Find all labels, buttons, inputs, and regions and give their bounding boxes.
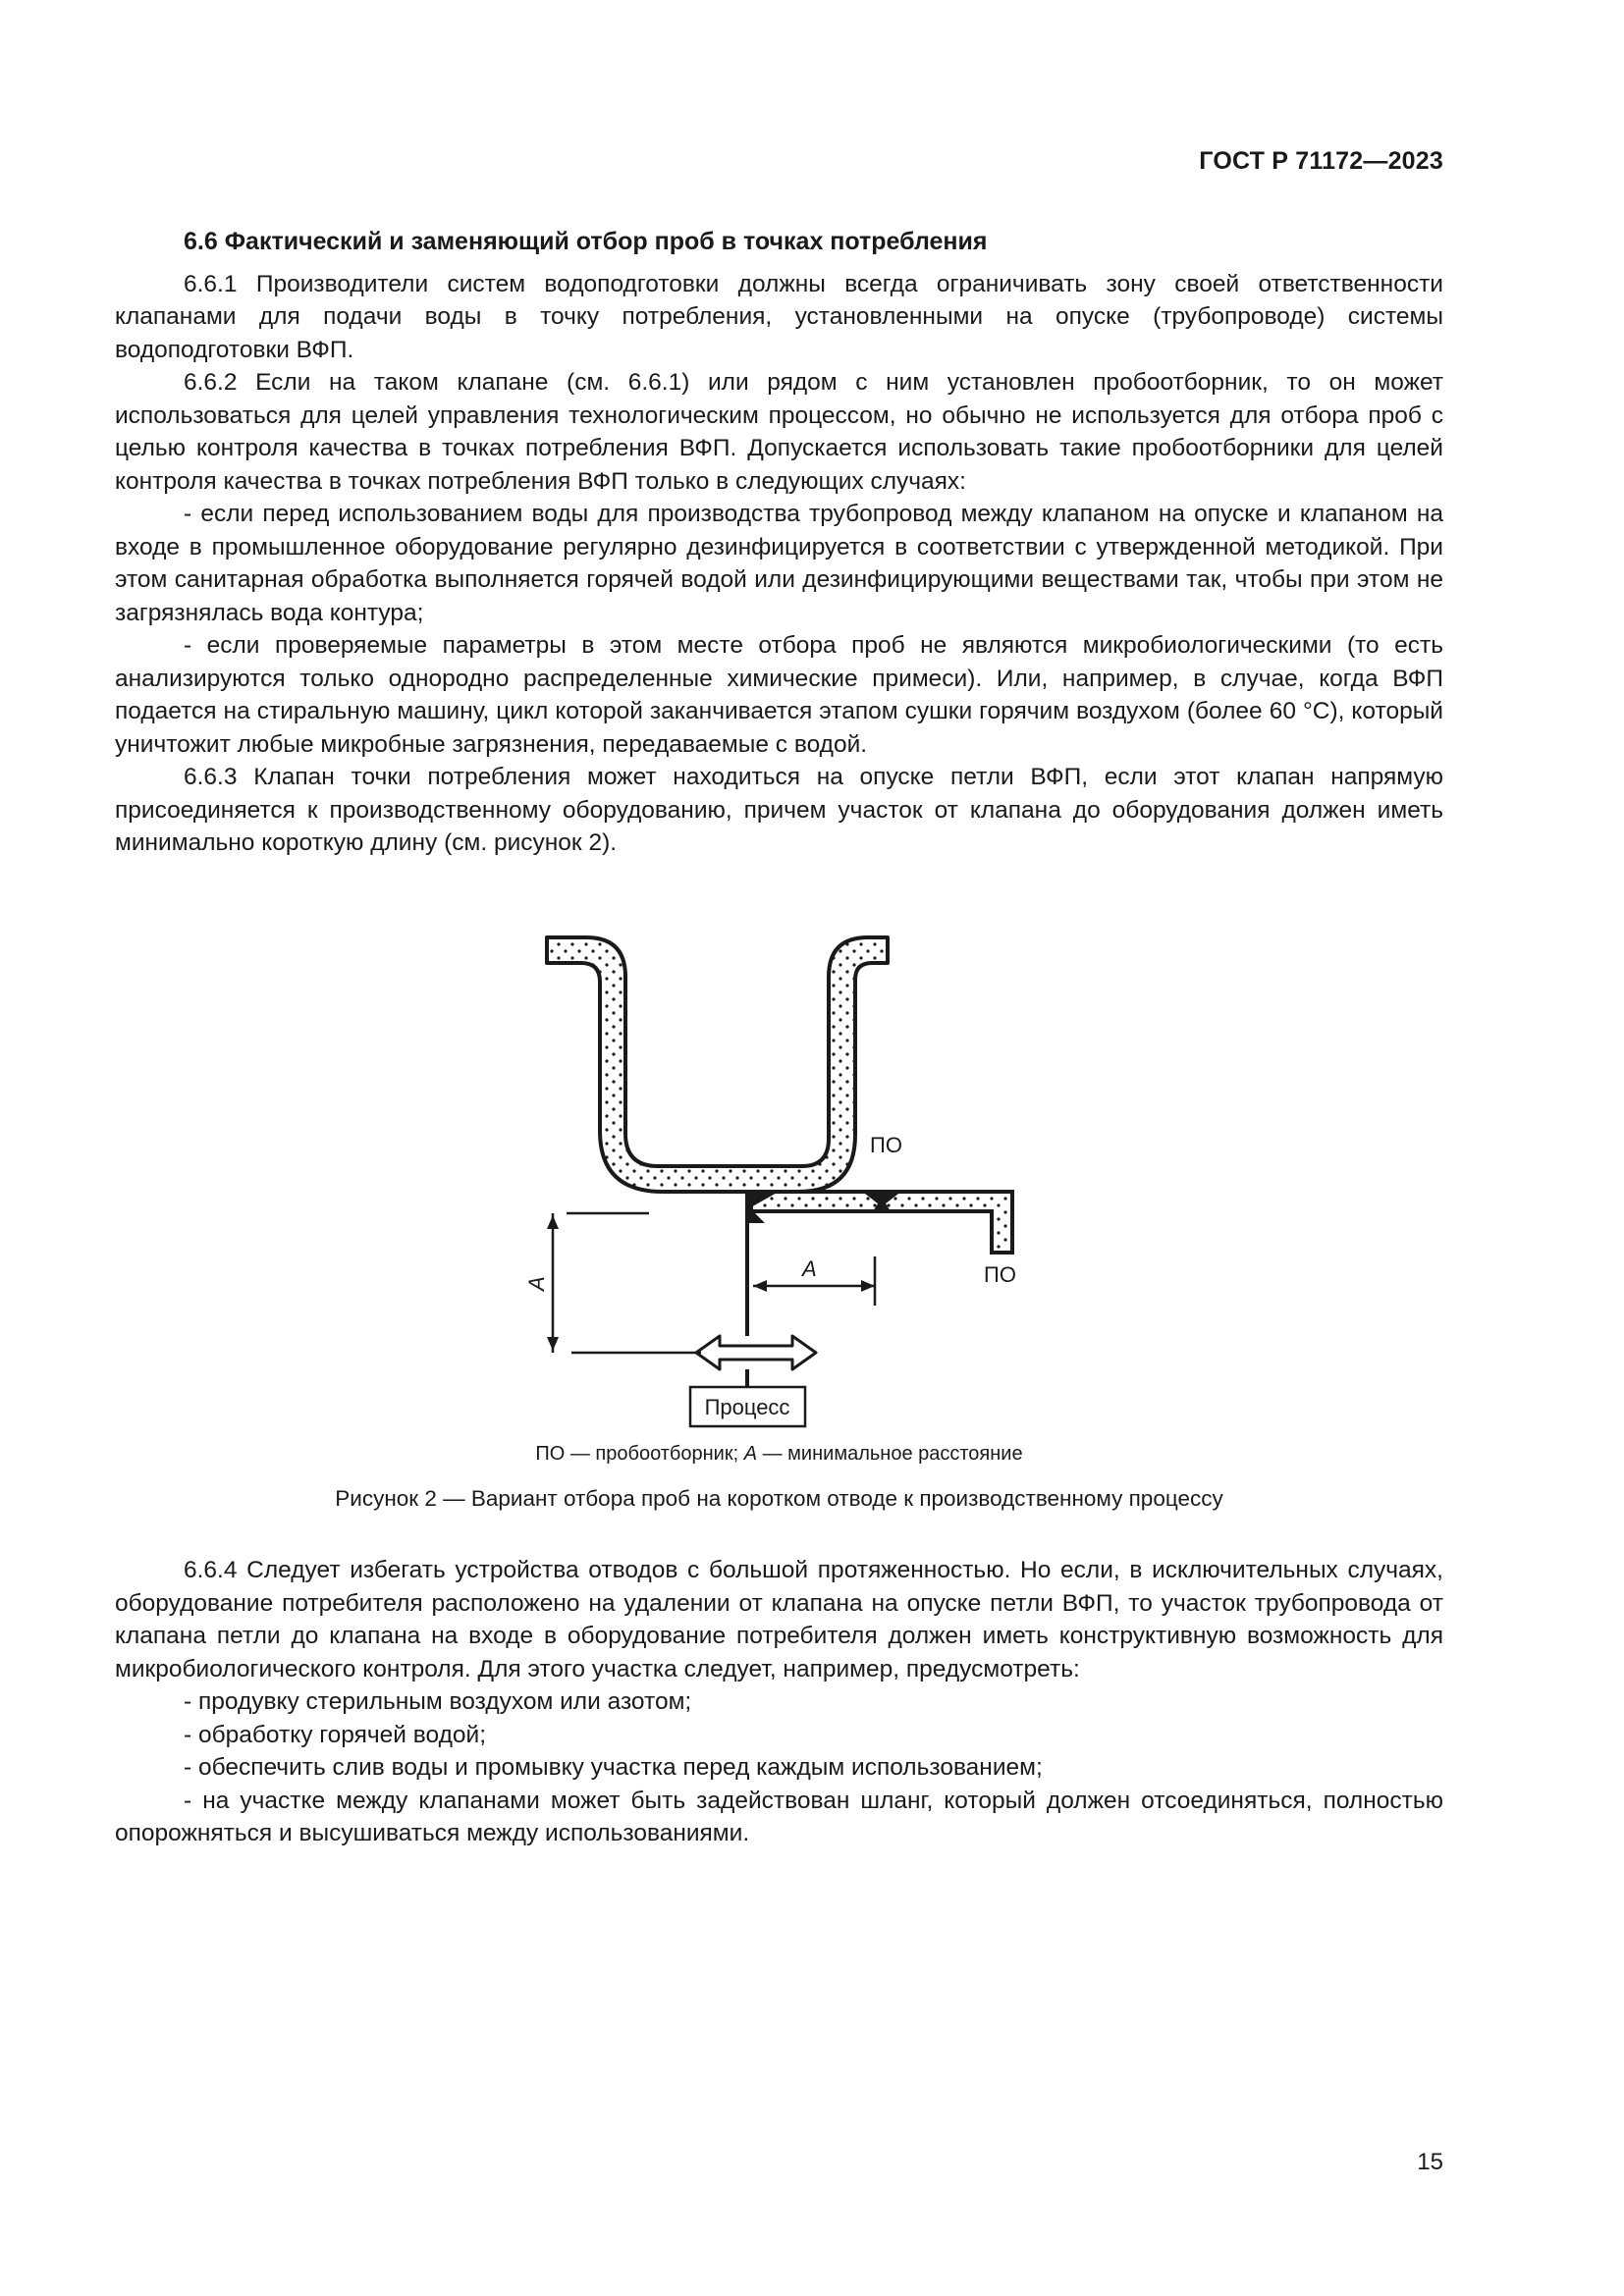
section-body-continued bbox=[115, 1554, 1443, 1850]
label-a-horizontal: А bbox=[802, 1256, 817, 1281]
figure-2-diagram bbox=[115, 913, 1443, 1433]
paragraph-6-6-3: 6.6.3 Клапан точки потребления может находиться на опуске петли ВФП, если этот клапан напрямую присоединяется к производственному оборудованию, причем участок от клапана до оборудования должен иметь минимально короткую длину (см. рисунок 2). bbox=[115, 764, 1443, 856]
legend-symbol: А bbox=[743, 1443, 758, 1465]
label-process: Процесс bbox=[704, 1395, 790, 1419]
document-header: ГОСТ Р 71172—2023 bbox=[1199, 147, 1443, 175]
figure-caption: Рисунок 2 — Вариант отбора проб на коротком отводе к производственному процессу bbox=[335, 1486, 1223, 1511]
paragraph-6-6-4: 6.6.4 Следует избегать устройства отводов с большой протяженностью. Но если, в исключительных случаях, оборудование потребителя расположено на удалении от клапана на опуске петли ВФП, то участок трубопровода от клапана петли до клапана на входе в оборудование потребителя должен иметь конструктивную возможность для микробиологического контроля. Для этого участка следует, например, предусмотреть: bbox=[115, 1557, 1443, 1682]
label-po-top: ПО bbox=[870, 1133, 902, 1157]
connection-double-arrow bbox=[696, 1336, 816, 1369]
figure-legend bbox=[115, 1443, 1443, 1466]
paragraph-6-6-2: 6.6.2 Если на таком клапане (см. 6.6.1) или рядом с ним установлен пробоотборник, то он может использоваться для целей управления технологическим процессом, но обычно не используется для отбора проб с целью контроля качества в точках потребления ВФП. Допускается использовать такие пробоотборники для целей контроля качества в точках потребления ВФП только в следующих случаях: bbox=[115, 369, 1443, 495]
label-a-vertical: А bbox=[524, 1276, 549, 1291]
u-loop-pipe bbox=[547, 937, 888, 1192]
legend-text: ПО — пробоотборник; bbox=[535, 1443, 744, 1465]
page-number: 15 bbox=[1417, 2149, 1443, 2175]
list-item: - на участке между клапанами может быть задействован шланг, который должен отсоединяться, полностью опорожняться и высушиваться между использованиями. bbox=[115, 1787, 1443, 1846]
pipe-diagram bbox=[115, 913, 1443, 1433]
dimension-arrowhead bbox=[547, 1337, 559, 1351]
paragraph-6-6-1: 6.6.1 Производители систем водоподготовки должны всегда ограничивать зону своей ответственности клапанами для подачи воды в точку потребления, установленными на опуске (трубопроводе) системы водоподготовки ВФП. bbox=[115, 270, 1443, 363]
list-item: - обработку горячей водой; bbox=[184, 1721, 487, 1748]
list-item: - продувку стерильным воздухом или азотом; bbox=[184, 1688, 692, 1715]
legend-text: — минимальное расстояние bbox=[757, 1443, 1023, 1465]
label-po-right: ПО bbox=[984, 1262, 1016, 1287]
section-title: 6.6 Фактический и заменяющий отбор проб в точках потребления bbox=[184, 228, 988, 255]
list-item: - обеспечить слив воды и промывку участка перед каждым использованием; bbox=[184, 1754, 1043, 1781]
dimension-arrowhead bbox=[861, 1280, 875, 1292]
dimension-arrowhead bbox=[753, 1280, 767, 1292]
list-item: - если перед использованием воды для производства трубопровод между клапаном на опуске и клапаном на входе в промышленное оборудование регулярно дезинфицируется в соответствии с утвержденной методикой. При этом санитарная обработка выполняется горячей водой или дезинфицирующими веществами так, чтобы при этом не загрязнялась вода контура; bbox=[115, 501, 1443, 626]
section-body bbox=[115, 226, 1443, 860]
list-item: - если проверяемые параметры в этом месте отбора проб не являются микробиологическими (то есть анализируются только однородно распределенные химические примеси). Или, например, в случае, когда ВФП подается на стиральную машину, цикл которой заканчивается этапом сушки горячим воздухом (более 60 °С), который уничтожит любые микробные загрязнения, передаваемые с водой. bbox=[115, 632, 1443, 758]
dimension-arrowhead bbox=[547, 1215, 559, 1229]
